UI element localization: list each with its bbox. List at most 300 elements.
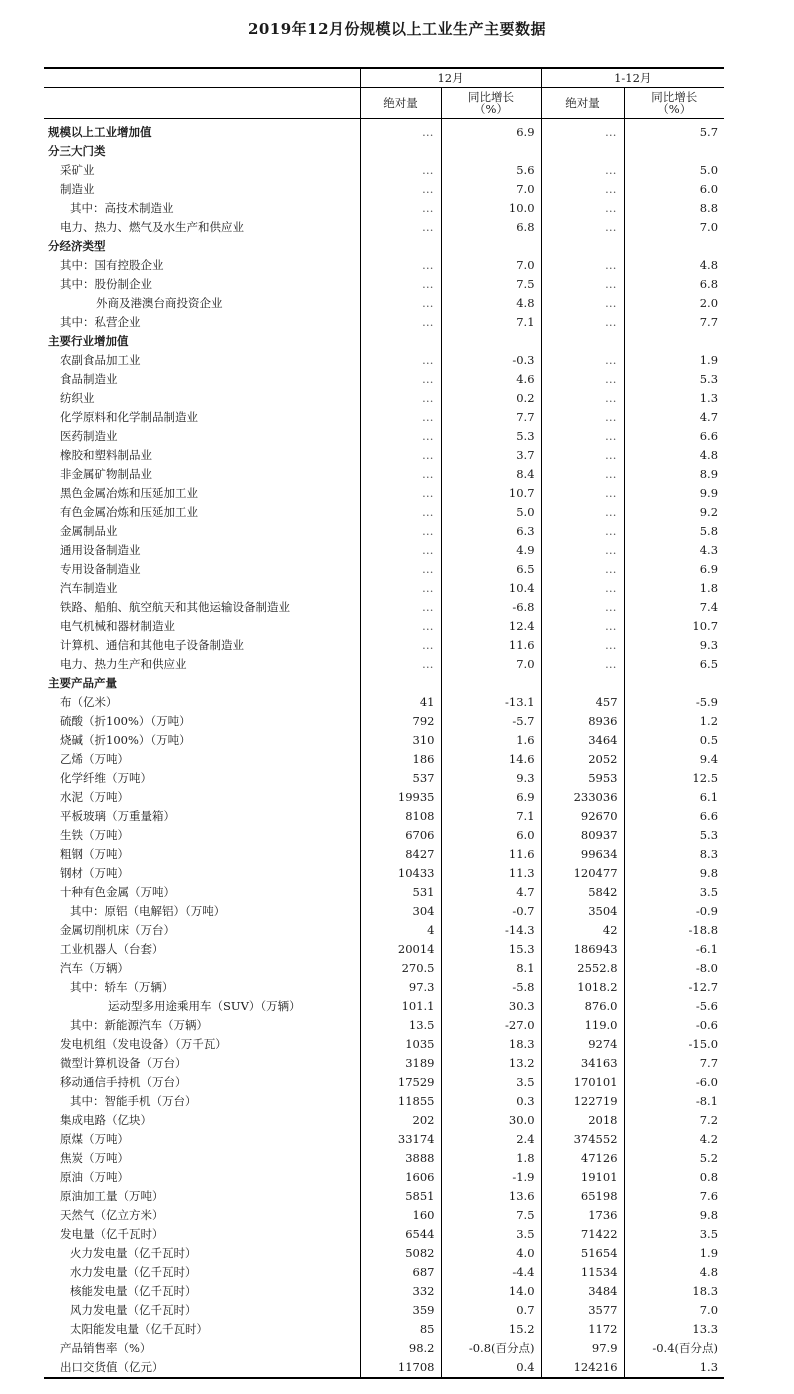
cell-v4: 9.2 [624,503,724,522]
table-row [44,294,724,313]
row-label: 其中：原铝（电解铝）（万吨） [70,904,226,918]
cell-v4: 1.9 [624,351,724,370]
row-label: 水泥（万吨） [60,790,129,804]
cell-v3: … [541,256,624,275]
cell-v3: 1172 [541,1320,624,1339]
table-row [44,484,724,503]
cell-v2: 8.4 [441,465,541,484]
row-label: 天然气（亿立方米） [60,1208,164,1222]
table-row [44,1358,724,1378]
cell-v1: … [360,465,441,484]
cell-v2: 15.2 [441,1320,541,1339]
cell-v3: … [541,560,624,579]
cell-v4 [624,237,724,256]
cell-v2: 10.0 [441,199,541,218]
table-row [44,275,724,294]
cell-v2: 7.0 [441,655,541,674]
row-label: 移动通信手持机（万台） [60,1075,187,1089]
cell-v4: -5.9 [624,693,724,712]
cell-v2: 4.9 [441,541,541,560]
cell-v4: 8.3 [624,845,724,864]
cell-v1: … [360,522,441,541]
cell-v4: 5.3 [624,370,724,389]
row-label: 硫酸（折100%）（万吨） [60,714,191,728]
cell-v3: 124216 [541,1358,624,1378]
cell-v4: 10.7 [624,617,724,636]
cell-v1: … [360,503,441,522]
row-label: 工业机器人（台套） [60,942,164,956]
cell-v4: 6.8 [624,275,724,294]
cell-v3: … [541,199,624,218]
section-row [44,237,724,256]
cell-v3: … [541,522,624,541]
header-abs-ytd: 绝对量 [541,88,624,119]
table-row [44,541,724,560]
table-row [44,997,724,1016]
cell-v3: 42 [541,921,624,940]
row-label: 钢材（万吨） [60,866,129,880]
cell-v2: 11.6 [441,636,541,655]
table-row [44,883,724,902]
cell-v4: -8.0 [624,959,724,978]
table-row [44,408,724,427]
cell-v3: 51654 [541,1244,624,1263]
cell-v4: 5.2 [624,1149,724,1168]
row-label: 电力、热力、燃气及水生产和供应业 [60,220,244,234]
cell-v4: 12.5 [624,769,724,788]
table-row [44,617,724,636]
cell-v4: 8.8 [624,199,724,218]
cell-v1: … [360,427,441,446]
cell-v2: 7.5 [441,275,541,294]
row-label: 焦炭（万吨） [60,1151,129,1165]
cell-v1: … [360,370,441,389]
cell-v2: 0.2 [441,389,541,408]
cell-v3: 3504 [541,902,624,921]
table-row [44,921,724,940]
table-body [44,119,724,1379]
table-row [44,826,724,845]
row-label: 其中：轿车（万辆） [70,980,174,994]
table-row [44,1320,724,1339]
cell-v2: 4.8 [441,294,541,313]
table-header [44,68,724,119]
cell-v1: 5082 [360,1244,441,1263]
section-row [44,332,724,351]
cell-v2: 3.5 [441,1225,541,1244]
table-row [44,636,724,655]
cell-v2: 13.2 [441,1054,541,1073]
header-yoy-label: 同比增长 [468,90,514,104]
cell-v4: 9.4 [624,750,724,769]
cell-v2: 6.3 [441,522,541,541]
cell-v2: 7.0 [441,180,541,199]
cell-v3: 19101 [541,1168,624,1187]
cell-v1: 8108 [360,807,441,826]
table-row [44,1263,724,1282]
row-label: 布（亿米） [60,695,118,709]
cell-v2: -4.4 [441,1263,541,1282]
cell-v3: 1018.2 [541,978,624,997]
cell-v1: … [360,275,441,294]
row-label: 其中：新能源汽车（万辆） [70,1018,208,1032]
table-row [44,902,724,921]
cell-v2: 10.4 [441,579,541,598]
cell-v1: … [360,636,441,655]
row-label: 铁路、船舶、航空航天和其他运输设备制造业 [60,600,290,614]
row-label: 汽车制造业 [60,581,118,595]
section-row [44,142,724,161]
table-row [44,180,724,199]
header-yoy-label: 同比增长 [651,90,698,104]
cell-v2: -14.3 [441,921,541,940]
header-blank [44,88,360,119]
cell-v3: 34163 [541,1054,624,1073]
table-row [44,370,724,389]
cell-v3: … [541,465,624,484]
row-label: 电气机械和器材制造业 [60,619,175,633]
row-label: 其中：高技术制造业 [70,201,174,215]
cell-v4: 4.8 [624,256,724,275]
row-label: 烧碱（折100%）（万吨） [60,733,191,747]
row-label: 通用设备制造业 [60,543,141,557]
cell-v4: 9.8 [624,1206,724,1225]
table-row [44,769,724,788]
row-label: 橡胶和塑料制品业 [60,448,152,462]
row-label: 粗钢（万吨） [60,847,129,861]
cell-v3: 92670 [541,807,624,826]
cell-v4: 1.2 [624,712,724,731]
row-label: 汽车（万辆） [60,961,129,975]
table-row [44,1130,724,1149]
cell-v2: 6.9 [441,788,541,807]
cell-v4: 7.2 [624,1111,724,1130]
cell-v3: 3484 [541,1282,624,1301]
cell-v3: 2552.8 [541,959,624,978]
table-row [44,199,724,218]
cell-v4 [624,142,724,161]
table-row [44,1244,724,1263]
row-label: 集成电路（亿块） [60,1113,152,1127]
row-label: 金属制品业 [60,524,118,538]
cell-v3: 457 [541,693,624,712]
cell-v2: 11.6 [441,845,541,864]
row-label: 食品制造业 [60,372,118,386]
cell-v3 [541,674,624,693]
cell-v3: … [541,119,624,143]
cell-v1: 17529 [360,1073,441,1092]
table-row [44,161,724,180]
row-label: 农副食品加工业 [60,353,141,367]
cell-v1: … [360,294,441,313]
cell-v3: … [541,617,624,636]
table-row [44,522,724,541]
section-row [44,674,724,693]
cell-v1: 537 [360,769,441,788]
row-label: 其中：私营企业 [60,315,141,329]
header-group-december: 12月 [360,68,541,88]
row-label: 原油（万吨） [60,1170,129,1184]
page-title: 2019年12月份规模以上工业生产主要数据 [247,20,547,38]
row-label: 主要行业增加值 [48,334,129,348]
cell-v1: 11855 [360,1092,441,1111]
cell-v3: … [541,161,624,180]
row-label: 计算机、通信和其他电子设备制造业 [60,638,244,652]
cell-v4: 1.9 [624,1244,724,1263]
cell-v4: 1.3 [624,1358,724,1378]
cell-v3: 186943 [541,940,624,959]
cell-v4: 4.2 [624,1130,724,1149]
table-row [44,1339,724,1358]
cell-v2: 7.5 [441,1206,541,1225]
cell-v4: -5.6 [624,997,724,1016]
cell-v4: 6.1 [624,788,724,807]
cell-v2: 6.9 [441,119,541,143]
row-label: 乙烯（万吨） [60,752,129,766]
cell-v3: … [541,655,624,674]
cell-v3: … [541,484,624,503]
row-label: 纺织业 [60,391,95,405]
table-row [44,465,724,484]
cell-v2 [441,332,541,351]
data-table [44,67,724,1379]
row-label: 火力发电量（亿千瓦时） [70,1246,197,1260]
cell-v3: 876.0 [541,997,624,1016]
cell-v2: -6.8 [441,598,541,617]
cell-v4: 1.8 [624,579,724,598]
cell-v4: 7.6 [624,1187,724,1206]
cell-v3: … [541,503,624,522]
cell-v4: 0.5 [624,731,724,750]
cell-v1: … [360,446,441,465]
cell-v2: 6.0 [441,826,541,845]
table-row [44,959,724,978]
cell-v4: -15.0 [624,1035,724,1054]
cell-v1: … [360,351,441,370]
cell-v4 [624,674,724,693]
cell-v3: … [541,579,624,598]
cell-v2: 2.4 [441,1130,541,1149]
cell-v1: 6544 [360,1225,441,1244]
cell-v3: 1736 [541,1206,624,1225]
cell-v2: 14.6 [441,750,541,769]
cell-v1: 304 [360,902,441,921]
row-label: 产品销售率（%） [60,1341,152,1355]
row-label: 金属切削机床（万台） [60,923,175,937]
cell-v3: … [541,427,624,446]
cell-v2: 5.3 [441,427,541,446]
cell-v2: 4.0 [441,1244,541,1263]
cell-v2: 6.5 [441,560,541,579]
cell-v1: 531 [360,883,441,902]
cell-v1: 186 [360,750,441,769]
table-row [44,1016,724,1035]
table-row [44,1111,724,1130]
cell-v2: -0.8(百分点) [441,1339,541,1358]
table-row [44,1054,724,1073]
row-label: 采矿业 [60,163,95,177]
cell-v2: 0.3 [441,1092,541,1111]
cell-v1: … [360,199,441,218]
cell-v2: -5.7 [441,712,541,731]
table-row [44,1073,724,1092]
cell-v2 [441,142,541,161]
table-row [44,1149,724,1168]
row-label: 分经济类型 [48,239,106,253]
table-row [44,750,724,769]
cell-v3: 9274 [541,1035,624,1054]
cell-v1: … [360,408,441,427]
cell-v3: … [541,275,624,294]
cell-v4: 3.5 [624,883,724,902]
cell-v3: 5842 [541,883,624,902]
cell-v4: 5.7 [624,119,724,143]
header-yoy-dec [441,88,541,119]
cell-v2: 7.0 [441,256,541,275]
row-label: 医药制造业 [60,429,118,443]
row-label: 制造业 [60,182,95,196]
table-row [44,864,724,883]
cell-v2: 11.3 [441,864,541,883]
cell-v1: 1606 [360,1168,441,1187]
row-label: 平板玻璃（万重量箱） [60,809,175,823]
table-row [44,1225,724,1244]
cell-v3: … [541,389,624,408]
row-label: 太阳能发电量（亿千瓦时） [70,1322,208,1336]
row-label: 风力发电量（亿千瓦时） [70,1303,197,1317]
table-row [44,788,724,807]
table-row [44,1301,724,1320]
cell-v4: 9.9 [624,484,724,503]
cell-v3 [541,237,624,256]
cell-v4: 9.3 [624,636,724,655]
table-row [44,940,724,959]
cell-v2: 8.1 [441,959,541,978]
cell-v1: … [360,256,441,275]
cell-v3: … [541,636,624,655]
table-row [44,731,724,750]
cell-v2: 30.3 [441,997,541,1016]
section-row [44,119,724,143]
cell-v2: -13.1 [441,693,541,712]
cell-v2: 13.6 [441,1187,541,1206]
cell-v1: … [360,313,441,332]
cell-v3: 2052 [541,750,624,769]
cell-v3: 11534 [541,1263,624,1282]
cell-v2: -27.0 [441,1016,541,1035]
row-label: 出口交货值（亿元） [44,1358,360,1378]
row-label: 原煤（万吨） [60,1132,129,1146]
cell-v4: 13.3 [624,1320,724,1339]
cell-v3: … [541,408,624,427]
cell-v4: 0.8 [624,1168,724,1187]
cell-v1: 20014 [360,940,441,959]
cell-v3: … [541,180,624,199]
cell-v3: 3577 [541,1301,624,1320]
cell-v2: 0.4 [441,1358,541,1378]
cell-v1: 270.5 [360,959,441,978]
cell-v3: … [541,294,624,313]
row-label: 原油加工量（万吨） [60,1189,164,1203]
table-row [44,1035,724,1054]
cell-v4: 4.8 [624,446,724,465]
cell-v2: -5.8 [441,978,541,997]
table-row [44,655,724,674]
table-row [44,503,724,522]
cell-v3: … [541,218,624,237]
cell-v4: -0.9 [624,902,724,921]
cell-v2: 4.6 [441,370,541,389]
cell-v2: 6.8 [441,218,541,237]
header-abs-dec: 绝对量 [360,88,441,119]
cell-v2: 5.0 [441,503,541,522]
cell-v1: 11708 [360,1358,441,1378]
cell-v1: … [360,617,441,636]
cell-v2 [441,237,541,256]
row-label: 发电机组（发电设备）（万千瓦） [60,1037,227,1051]
cell-v1: … [360,598,441,617]
cell-v3: 3464 [541,731,624,750]
row-label: 核能发电量（亿千瓦时） [70,1284,197,1298]
table-row [44,845,724,864]
cell-v4: 7.7 [624,1054,724,1073]
cell-v4: 18.3 [624,1282,724,1301]
table-row [44,807,724,826]
table-row [44,978,724,997]
cell-v4: 6.6 [624,807,724,826]
cell-v1: 3888 [360,1149,441,1168]
cell-v2: 10.7 [441,484,541,503]
header-blank [44,68,360,88]
cell-v4: 6.9 [624,560,724,579]
table-row [44,1092,724,1111]
cell-v4: -12.7 [624,978,724,997]
row-label: 其中：股份制企业 [60,277,152,291]
cell-v3: 119.0 [541,1016,624,1035]
row-label: 非金属矿物制品业 [60,467,152,481]
cell-v4: 2.0 [624,294,724,313]
cell-v3: 120477 [541,864,624,883]
cell-v2: 5.6 [441,161,541,180]
cell-v4: 6.6 [624,427,724,446]
cell-v1: 332 [360,1282,441,1301]
cell-v4: -6.0 [624,1073,724,1092]
cell-v4: 9.8 [624,864,724,883]
cell-v3: 97.9 [541,1339,624,1358]
cell-v3: 170101 [541,1073,624,1092]
cell-v3: 8936 [541,712,624,731]
table-row [44,712,724,731]
cell-v4: 5.0 [624,161,724,180]
cell-v1: … [360,541,441,560]
cell-v1: … [360,560,441,579]
table-row [44,351,724,370]
cell-v1 [360,142,441,161]
cell-v3: … [541,313,624,332]
header-yoy-unit: （%） [474,102,508,116]
cell-v1: 160 [360,1206,441,1225]
cell-v4: -18.8 [624,921,724,940]
cell-v4: 8.9 [624,465,724,484]
cell-v4: 6.5 [624,655,724,674]
row-label: 其中：国有控股企业 [60,258,164,272]
cell-v1: 41 [360,693,441,712]
table-row [44,1187,724,1206]
cell-v3 [541,332,624,351]
cell-v1: 10433 [360,864,441,883]
cell-v4: -0.4(百分点) [624,1339,724,1358]
row-label: 其中：智能手机（万台） [70,1094,197,1108]
